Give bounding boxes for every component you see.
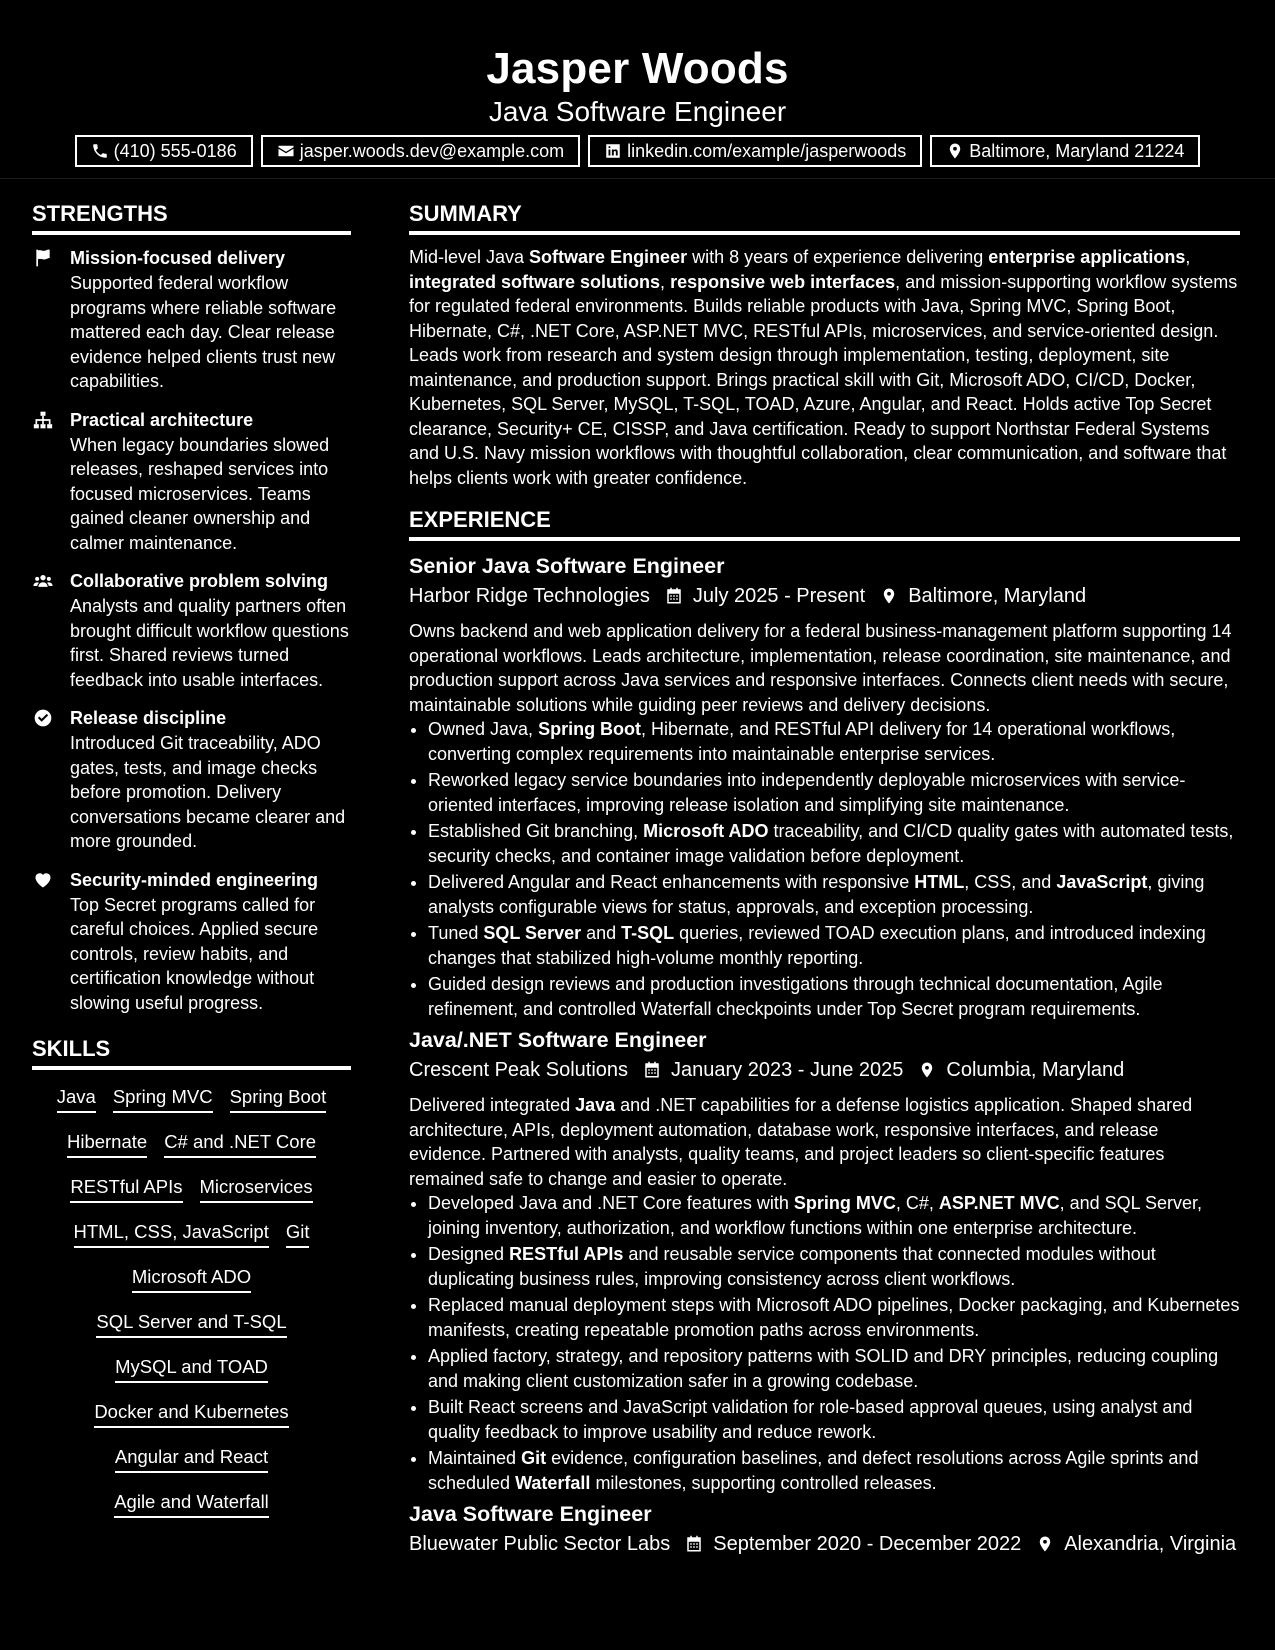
text-segment: with 8 years of experience delivering [687, 247, 989, 267]
contact-item[interactable] [75, 135, 253, 167]
contact-item[interactable] [588, 135, 922, 167]
job-bullets [409, 1191, 1240, 1495]
job-title: Java/.NET Software Engineer [409, 1028, 707, 1052]
skill-tag: RESTful APIs [70, 1174, 182, 1203]
bold-text: responsive web interfaces [670, 271, 896, 292]
bullet-item [428, 1395, 1240, 1444]
strengths-heading: STRENGTHS [32, 200, 351, 235]
skill-tag: Agile and Waterfall [114, 1489, 269, 1518]
bullet-item [428, 1446, 1240, 1495]
calendar-icon [665, 586, 683, 606]
bullet-item [428, 1344, 1240, 1393]
text-segment: Replaced manual deployment steps with Microsoft ADO pipelines, Docker packaging, and Kubernetes manifests, creating repeatable promotion paths across environments. [428, 1295, 1240, 1340]
text-segment: , C#, [895, 1193, 939, 1213]
job-dates: September 2020 - December 2022 [713, 1533, 1022, 1555]
job-company: Harbor Ridge Technologies [409, 585, 650, 607]
skill-tag: HTML, CSS, JavaScript [74, 1219, 269, 1248]
right-column [409, 200, 1240, 1567]
text-segment: Established Git branching, [428, 821, 644, 841]
bullet-item [428, 1293, 1240, 1342]
skill-tag: C# and .NET Core [164, 1129, 316, 1158]
bullet-item [428, 921, 1240, 970]
text-segment: , Hibernate, and RESTful API delivery for 14 operational workflows, converting complex requirements into maintainable enterprise services. [428, 719, 1176, 764]
skill-tag: Java [57, 1084, 96, 1113]
calendar-icon [685, 1534, 703, 1554]
bold-text: Git [521, 1448, 547, 1468]
text-segment: Designed [428, 1244, 510, 1264]
bold-text: SQL Server [483, 923, 582, 943]
strength-item [32, 568, 351, 692]
strength-text: Analysts and quality partners often brought difficult workflow questions first. Shared reviews turned feedback into usable interfaces. [70, 596, 349, 690]
skill-tag: Spring Boot [230, 1084, 327, 1113]
experience-heading: EXPERIENCE [409, 506, 1240, 541]
strength-text: When legacy boundaries slowed releases, reshaped services into focused microservices. Teams gained cleaner ownership and calmer maintenance. [70, 434, 330, 553]
flag-icon [32, 248, 54, 268]
job-title: Java Software Engineer [409, 1502, 652, 1526]
bold-text: enterprise applications [988, 247, 1186, 267]
bold-text: Java [575, 1095, 616, 1115]
text-segment: and [581, 923, 622, 943]
text-segment: Guided design reviews and production investigations through technical documentation, Agile refinement, and controlled Waterfall checkpoints under Top Secret program requirements. [428, 974, 1163, 1019]
job-description [409, 619, 1240, 717]
text-segment: , CSS, and [964, 872, 1057, 892]
strength-item [32, 705, 351, 854]
sitemap-icon [32, 410, 54, 430]
text-segment: queries, reviewed TOAD execution plans, and introduced indexing changes that stabilized high-volume monthly reporting. [428, 923, 1206, 968]
text-segment: , [1185, 247, 1191, 267]
text-segment: Applied factory, strategy, and repository patterns with SOLID and DRY principles, reducing coupling and making client customization safer in a growing codebase. [428, 1346, 1219, 1391]
job-entry [409, 551, 1240, 1021]
candidate-name: Jasper Woods [486, 44, 789, 93]
heart-icon [32, 870, 54, 890]
skills-heading: SKILLS [32, 1035, 351, 1070]
skill-tag: Hibernate [67, 1129, 147, 1158]
strength-title: Mission-focused delivery [70, 248, 286, 268]
bold-text: Spring MVC [793, 1193, 896, 1213]
text-segment: , and SQL Server, joining inventory, authorization, and workflow functions within one enterprise architecture. [428, 1193, 1203, 1238]
summary-heading: SUMMARY [409, 200, 1240, 235]
job-company: Bluewater Public Sector Labs [409, 1533, 671, 1555]
job-location: Baltimore, Maryland [908, 585, 1087, 607]
resume-header [0, 0, 1275, 179]
text-segment: and .NET capabilities for a defense logistics application. Shaped shared architecture, APIs, deployment automation, database work, responsive interfaces, and release evidence. Partnered with analysts, quality teams, and project leaders so client-specific features remained safe to change and easier to operate. [409, 1095, 1193, 1189]
bold-text: Microsoft ADO [643, 821, 769, 841]
strength-title: Security-minded engineering [70, 869, 319, 890]
text-segment: Reworked legacy service boundaries into independently deployable microservices with service-oriented interfaces, improving release isolation and simplifying site maintenance. [428, 770, 1186, 815]
bold-text: integrated software solutions [409, 271, 661, 292]
bullet-item [428, 972, 1240, 1021]
map-pin-icon [946, 142, 964, 160]
check-circle-icon [32, 708, 54, 728]
bold-text: Waterfall [515, 1472, 591, 1493]
bold-text: JavaScript [1056, 872, 1148, 892]
text-segment: traceability, and CI/CD quality gates with automated tests, security checks, and container image validation before deployment. [428, 821, 1234, 866]
text-segment: Owns backend and web application delivery for a federal business-management platform supporting 14 operational workflows. Leads architecture, implementation, release coordination, site maintenance, and production support across Java services and responsive interfaces. Connects client needs with secure, maintainable solutions while guiding peer reviews and delivery decisions. [409, 621, 1232, 715]
job-meta [409, 1529, 1240, 1559]
bullet-item [428, 1191, 1240, 1240]
contact-text: Baltimore, Maryland 21224 [969, 140, 1185, 161]
skill-tag: Angular and React [115, 1444, 268, 1473]
job-bullets [409, 717, 1240, 1021]
contact-text: linkedin.com/example/jasperwoods [627, 140, 907, 161]
summary-text [409, 245, 1240, 490]
text-segment: milestones, supporting controlled releases. [590, 1472, 937, 1493]
text-segment: Maintained [428, 1448, 522, 1468]
text-segment: Delivered integrated [409, 1095, 576, 1115]
text-segment: Delivered Angular and React enhancements with responsive [428, 872, 915, 892]
strength-title: Practical architecture [70, 409, 254, 430]
experience-list [409, 551, 1240, 1559]
strength-text: Supported federal workflow programs where reliable software mattered each day. Clear release evidence helped clients trust new capabilities. [70, 273, 337, 391]
job-company: Crescent Peak Solutions [409, 1059, 629, 1081]
strength-item [32, 867, 351, 1016]
phone-icon [91, 142, 109, 160]
strength-item [32, 245, 351, 394]
text-segment: and reusable service components that connected modules without duplicating business rules, improving consistency across client workflows. [428, 1244, 1156, 1289]
left-column [32, 200, 351, 1534]
strengths-list [32, 245, 351, 1015]
bullet-item [428, 1242, 1240, 1291]
text-segment: , [660, 271, 671, 292]
job-title: Senior Java Software Engineer [409, 554, 725, 578]
bold-text: ASP.NET MVC [938, 1193, 1060, 1213]
skill-tag: Microsoft ADO [132, 1264, 251, 1293]
job-dates: January 2023 - June 2025 [671, 1059, 904, 1081]
bold-text: RESTful APIs [509, 1244, 624, 1264]
users-icon [32, 571, 54, 591]
contact-text: (410) 555-0186 [113, 140, 237, 161]
contact-bar [0, 135, 1275, 167]
bullet-item [428, 819, 1240, 868]
strength-item [32, 407, 351, 556]
bold-text: Spring Boot [538, 719, 642, 739]
skill-tag: MySQL and TOAD [115, 1354, 268, 1383]
text-segment: Tuned [428, 923, 484, 943]
bold-text: HTML [914, 872, 965, 892]
job-entry [409, 1499, 1240, 1559]
strength-title: Collaborative problem solving [70, 571, 329, 591]
contact-item[interactable] [930, 135, 1200, 167]
calendar-icon [643, 1060, 661, 1080]
contact-item[interactable] [261, 135, 580, 167]
strength-text: Introduced Git traceability, ADO gates, tests, and image checks before promotion. Delivery conversations became clearer and more grounded. [70, 733, 346, 851]
candidate-title: Java Software Engineer [488, 96, 787, 127]
job-dates: July 2025 - Present [692, 585, 866, 607]
text-segment: evidence, configuration baselines, and defect resolutions across Agile sprints and scheduled [428, 1448, 1199, 1493]
skill-tag: Git [286, 1219, 310, 1248]
skill-tag: SQL Server and T-SQL [96, 1309, 286, 1338]
job-description [409, 1093, 1240, 1191]
job-meta [409, 1055, 1240, 1085]
skills-list [32, 1084, 351, 1534]
bullet-item [428, 717, 1240, 766]
strength-text: Top Secret programs called for careful choices. Applied secure controls, review habits, and certification knowledge without slowing useful progress. [70, 894, 319, 1013]
linkedin-icon [604, 142, 622, 160]
bullet-item [428, 768, 1240, 817]
skill-tag: Microservices [200, 1174, 313, 1203]
skill-tag: Spring MVC [113, 1084, 213, 1113]
job-location: Columbia, Maryland [946, 1059, 1125, 1081]
text-segment: Owned Java, [428, 719, 539, 739]
text-segment: Mid-level Java [409, 247, 530, 267]
job-meta [409, 581, 1240, 611]
envelope-icon [277, 142, 295, 160]
bullet-item [428, 870, 1240, 919]
text-segment: Built React screens and JavaScript validation for role-based approval queues, using analyst and quality feedback to improve usability and reduce rework. [428, 1397, 1193, 1442]
skill-tag: Docker and Kubernetes [94, 1399, 288, 1428]
strength-title: Release discipline [70, 708, 227, 728]
contact-text: jasper.woods.dev@example.com [299, 140, 565, 161]
bold-text: Software Engineer [529, 247, 688, 267]
map-pin-icon [918, 1060, 936, 1080]
job-location: Alexandria, Virginia [1064, 1533, 1237, 1555]
map-pin-icon [1036, 1534, 1054, 1554]
text-segment: , giving analysts configurable views for status, approvals, and exception processing. [428, 872, 1205, 917]
text-segment: , and mission-supporting workflow systems for regulated federal environments. Builds reliable products with Java, Spring MVC, Spring Boot, Hibernate, C#, .NET Core, ASP.NET MVC, RESTful APIs, microservices, and service-oriented design. Leads work from research and system design through implementation, testing, deployment, site maintenance, and production support. Brings practical skill with Git, Microsoft ADO, CI/CD, Docker, Kubernetes, SQL Server, MySQL, T-SQL, TOAD, Azure, Angular, and React. Holds active Top Secret clearance, Security+ CE, CISSP, and Java certification. Ready to support Northstar Federal Systems and U.S. Navy mission workflows with thoughtful collaboration, clear communication, and software that helps clients work with greater confidence. [409, 271, 1238, 488]
text-segment: Developed Java and .NET Core features with [428, 1193, 794, 1213]
bold-text: T-SQL [621, 923, 675, 943]
job-entry [409, 1025, 1240, 1495]
map-pin-icon [880, 586, 898, 606]
